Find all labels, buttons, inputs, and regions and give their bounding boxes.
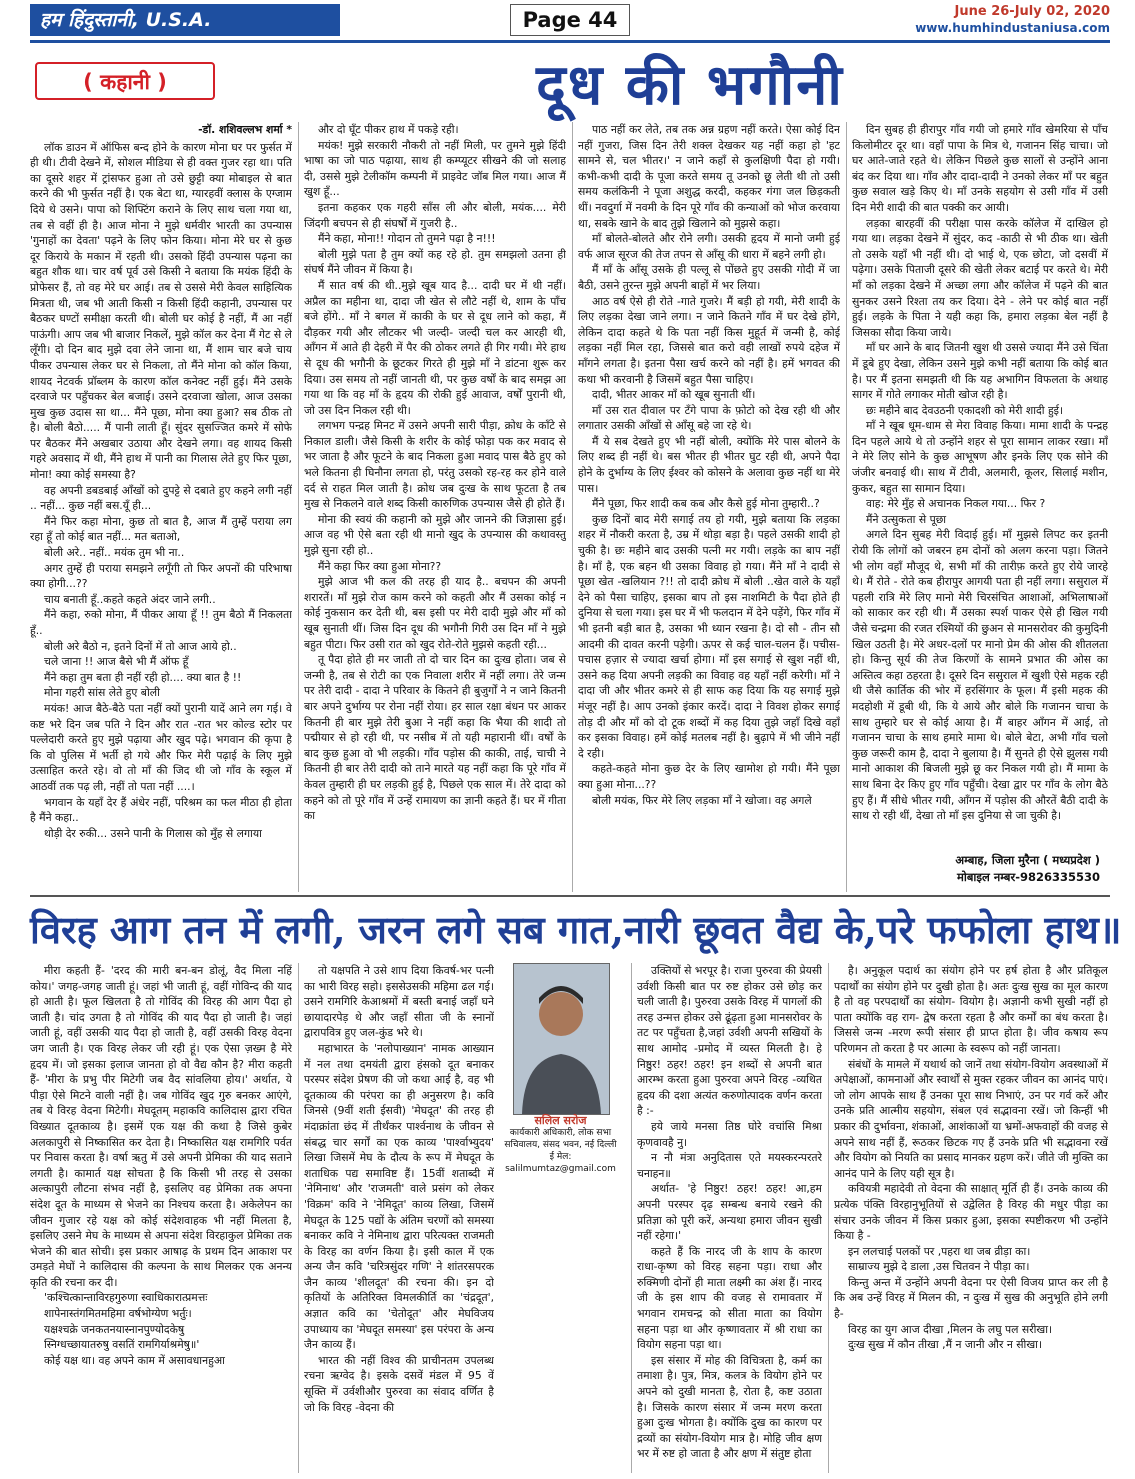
masthead — [0, 0, 1135, 40]
paragraph: मैंने पूछा, फिर शादी कब कब और कैसे हुई मोना तुम्हारी..? — [592, 497, 820, 511]
paragraph: दुःख सुख में कौन तीखा ,मैं न जानी और न सीखा। — [848, 1338, 1043, 1352]
author-mobile: मोबाइल नम्बर-9826335530 — [956, 870, 1100, 884]
paragraph: चाय बनाती हूँ..कहते कहते अंदर जाने लगी.. — [44, 592, 216, 606]
story2-column-3 — [637, 963, 822, 1473]
story2-col1-text — [30, 963, 292, 1368]
author-photo — [513, 963, 610, 1115]
paragraph: मोना की स्वयं की कहानी को मुझे और जानने की जिज्ञासा हुई। आज वह भी ऐसे बता रही थी मानो खुद के उपन्यास की कथावस्तु मुझे सुना रही हो.. — [304, 512, 566, 558]
story1-column-1 — [30, 122, 292, 892]
paragraph: वाह: मेरे मुँह से अचानक निकल गया... फिर ? — [866, 497, 1046, 511]
story1-column-2 — [304, 122, 566, 892]
paragraph: मैं माँ के आँसू उसके ही पल्लू से पोंछते हुए उसकी गोदी में जा बैठी, उसने तुरन्त मुझे अपनी बाहों में भर लिया। — [578, 263, 840, 292]
column-rule — [298, 122, 299, 892]
column-rule — [631, 963, 632, 1473]
caption-name: सलिल सरोज — [534, 1114, 587, 1127]
paragraph: बोली मयंक, फिर मेरे लिए लड़का माँ ने खोजा। वह अगले — [592, 793, 812, 807]
paragraph: इस संसार में मोह की विचित्रता है, कर्म का तमाशा है। पुत्र, मित्र, कलत्र के वियोग होने पर अपने को दुखी मानता है, रोता है, कष्ट उठाता है। जिसके कारण संसार में जन्म मरण करता हुआ दुःख भोगता है। क्योंकि दुख का कारण पर द्रव्यों का संयोग-वियोग मात्र है। मोहि जीव क्षण भर में रुष्ट हो जाता है और क्षण में संतुष्ट होता — [637, 1353, 822, 1461]
paragraph: अगले दिन सुबह मेरी विदाई हुई। माँ मुझसे लिपट कर इतनी रोयी कि लोगों को जबरन हम दोनों को अलग करना पड़ा। जितने भी लोग वहाँ मौजूद थे, सभी माँ की तारीफ़ करते हुए रोये जारहे थे। मैं रोते - रोते कब हीरापुर आगयी पता ही नहीं लगा। ससुराल में पहली रात्रि मेरे लिए मानो मेरी चिरसंचित आशाओं, अभिलाषाओं को साकार कर रही थी। मैं उसका स्पर्श पाकर ऐसे ही खिल गयी जैसे चन्द्रमा की रजत रश्मियों की छुअन से मानसरोवर की कुमुदिनी खिल उठती है। मेरे अधर-दलों पर मानो प्रेम की ओस की शीतलता हो। किन्तु सूर्य की तेज किरणों के सामने प्रभात की ओस का अस्तित्व कहा ठहरता है। दूसरे दिन ससुराल में खुशी ऐसे महक रही थी जैसे कार्तिक की भोर में हरसिंगार के फूल। मैं इसी महक की मदहोशी में डूबी थी, कि ये आये और बोले कि गजानन चाचा के साथ तुम्हारे घर से कोई आया है। मैं बाहर आँगन में आई, तो गजानन चाचा के साथ हमारे मामा थे। बोले बेटा, अभी गाँव चलो कुछ जरूरी काम है, दादा ने बुलाया है। मैं सुनते ही ऐसे झुलस गयी मानो आकाश की बिजली मुझे छू कर निकल गयी हो। मैं मामा के साथ बिना देर किए हुए गाँव पहुँची। देखा द्वार पर गाँव के लोग बैठे हुए हैं। मैं सीधे भीतर गयी, आँगन में पड़ोस की औरतें बैठी दादी के साथ रो रही थीं, देखा तो माँ इस दुनिया से जा चुकी है। — [852, 528, 1108, 823]
issue-date: June 26-July 02, 2020 — [954, 4, 1110, 19]
paragraph: भगवान के यहाँ देर हैं अंधेर नहीं, परिश्रम का फल मीठा ही होता है मैंने कहा.. — [30, 795, 292, 825]
masthead-divider — [30, 40, 1110, 43]
story1-headline: दूध की भगौनी — [536, 52, 844, 118]
page-number: Page 44 — [510, 4, 630, 36]
column-rule — [572, 122, 573, 892]
paragraph: मयंक! आज बैठे-बैठे पता नहीं क्यों पुरानी यादें आने लग गई। वे कष्ट भरे दिन जब पति ने दिन और रात -रात भर कोल्ड स्टोर पर पल्लेदारी करते हुए मुझे पढ़ाया और खुद पढ़े। भगवान की कृपा है कि वो पुलिस में भर्ती हो गये और फिर मेरी पढ़ाई के लिए मुझे उत्साहित करते रहे। वो तो माँ की जिद थी जो गाँव के स्कूल में आठवीं तक पढ़ ली, नहीं तो पता नहीं ....। — [30, 701, 292, 793]
paragraph: मैंने कहा फिर क्या हुआ मोना?? — [318, 559, 442, 573]
paragraph: है। अनुकूल पदार्थ का संयोग होने पर हर्ष होता है और प्रतिकूल पदार्थों का संयोग होने पर दुखी होता है। अतः दुःख सुख का मूल कारण है तो वह परपदार्थों का संयोग- वियोग है। अज्ञानी कभी सुखी नहीं हो पाता क्योंकि वह राग- द्वेष करता रहता है और कर्मों का बंध करता है। जिससे जन्म -मरण रूपी संसार ही प्राप्त होता है। जीव कषाय रूप परिणमन तो करता है पर आत्मा के स्वरूप को नहीं जानता। — [834, 964, 1108, 1055]
paragraph: पाठ नहीं कर लेते, तब तक अन्न ग्रहण नहीं करते। ऐसा कोई दिन नहीं गुजरा, जिस दिन तेरी शक्ल देखकर यह नहीं कहा हो 'हट सामने से, चल भीतर।' न जाने कहाँ से कुलक्षिणी पैदा हो गयी। कभी-कभी दादी के पूजा करते समय तू उनको छू लेती थी तो उसी समय कलंकिनी ने पूजा अशुद्ध करदी, कहकर गंगा जल छिड़कती थीं। नवदुर्गा में नवमी के दिन पूरे गाँव की कन्याओं को भोज करवाया था, सबके खाने के बाद तुझे खिलाने को मुझसे कहा। — [578, 123, 840, 230]
story2-column-4 — [834, 963, 1108, 1473]
story2-col4-text — [834, 963, 1108, 1353]
story1-column-4 — [852, 122, 1108, 850]
paragraph: 'कश्चित्कान्ताविरहगुरुणा स्वाधिकारात्प्रमत्तः — [44, 1291, 208, 1305]
author-location: अम्बाह, जिला मुरैना ( मध्यप्रदेश ) — [955, 853, 1100, 867]
paragraph: माँ घर आने के बाद जितनी खुश थी उससे ज्यादा मैंने उसे चिंता में डूबे हुए देखा, लेकिन उसने मुझे कभी नहीं बताया कि कोई बात है। पर मैं इतना समझती थी कि यह अभागिन विफलता के अथाह सागर में गोते लगाकर मोती खोज रही है। — [852, 341, 1108, 402]
paragraph: मैंने फिर कहा मोना, कुछ तो बात है, आज मैं तुम्हें पराया लग रहा हूँ तो कोई बात नहीं... मत बताओ, — [30, 514, 292, 544]
story1-col3-text — [578, 122, 840, 808]
paragraph: कुछ दिनों बाद मेरी सगाई तय हो गयी, मुझे बताया कि लड़का शहर में नौकरी करता है, उम्र में थोड़ा बड़ा है। पहले उसकी शादी हो चुकी है। छः महीने बाद उसकी पत्नी मर गयी। लड़के का बाप नहीं है। माँ है, एक बहन थी उसका विवाह हो गया। मैंने माँ ने दादी से पूछा खेत -खलियान ?!! तो दादी क्रोध में बोली ..खेत वाले के यहाँ देने को पैसा चाहिए, इसका बाप तो इस नाशमिटी के पैदा होते ही दुनिया से चला गया। इस घर में भी फलदान में देने पड़ेंगे, फिर गाँव में भी इतनी बड़ी बात है, उसका भी ध्यान रखना है। दो सौ - तीन सौ आदमी की दावत करनी पड़ेगी। ऊपर से कई चाल-चलन हैं। पचीस-पचास हज़ार से ज्यादा खर्चा होगा। माँ इस सगाई से खुश नहीं थी, उसने कह दिया अपनी लड़की का विवाह वह यहाँ नहीं करेगी। माँ ने दादा जी और भीतर कमरे से ही साफ कह दिया कि यह सगाई मुझे मंजूर नहीं है। आप उनको इंकार करदें। दादा ने विवश होकर सगाई तोड़ दी और माँ को दो टूक शब्दों में कह दिया तुझे जहाँ दिखे वहाँ कर इसका विवाह। हमें कोई मतलब नहीं है। बुढ़ापे में भी जीने नहीं दे रही। — [578, 512, 840, 760]
paragraph: मोना गहरी सांस लेते हुए बोली — [44, 686, 160, 700]
paragraph: मीरा कहती हैं- 'दरद की मारी बन-बन डोलूं, वैद मिला नहिं कोय।' जगह-जगह जाती हूं। जहां भी जाती हूं, वहीं गोविन्द की याद हो आती है। फूल खिलता है तो गोविंद की विरह की आग पैदा हो जाती है। चांद उगता है तो गोविंद की याद पैदा हो जाती है। जहां जाती हूं, वहीं उसकी याद पैदा हो जाती है, वहीं उसकी विरह वेदना जग जाती है। एक विरह लेकर जी रही हूं। एक ऐसा ज़ख्म है मेरे हृदय में। जो इसका इलाज जानता हो वो वैद्य कौन है? मीरा कहती हैं- 'मीरा के प्रभु पीर मिटेगी जब वैद सांवलिया होय।' अर्थात, ये पीड़ा ऐसे मिटने वाली नहीं है। जब गोविंद खुद गुरु बनकर आएंगे, तब ये विरह वेदना मिटेगी। मेघदूतम् महाकवि कालिदास द्वारा रचित विख्यात दूतकाव्य है। इसमें एक यक्ष की कथा है जिसे कुबेर अलकापुरी से निष्कासित कर देता है। निष्कासित यक्ष रामगिरि पर्वत पर निवास करता है। वर्षा ऋतु में उसे अपनी प्रेमिका की याद सताने लगती है। कामार्त यक्ष सोचता है कि किसी भी तरह से उसका अल्कापुरी लौटना संभव नहीं है, इसलिए वह प्रेमिका तक अपना संदेश दूत के माध्यम से भेजने का निश्चय करता है। अकेलेपन का जीवन गुजार रहे यक्ष को कोई संदेशवाहक भी नहीं मिलता है, इसलिए उसने मेघ के माध्यम से अपना संदेश विरहाकुल प्रेमिका तक भेजने की बात सोची। इस प्रकार आषाढ़ के प्रथम दिन आकाश पर उमड़ते मेघों ने कालिदास की कल्पना के साथ मिलकर एक अनन्य कृति की रचना कर दी। — [30, 964, 292, 1289]
paragraph: मयंक! मुझे सरकारी नौकरी तो नहीं मिली, पर तुमने मुझे हिंदी भाषा का जो पाठ पढ़ाया, साथ ही कम्प्यूटर सीखने की जो सलाह दी, उससे मुझे टेलीकॉम कम्पनी में प्राइवेट जॉब मिल गया। आज मैं खुश हूँ... — [304, 138, 566, 199]
paragraph: आठ वर्ष ऐसे ही रोते -गाते गुजरे। मैं बड़ी हो गयी, मेरी शादी के लिए लड़का देखा जाने लगा। न जाने कितने गाँव में घर देखे होंगे, लेकिन दादा कहते थे कि पता नहीं किस मुहूर्त में जन्मी है, कोई लड़का नहीं मिल रहा, जिससे बात करो वही लाखों रुपये दहेज में माँगने लगता है। इतना पैसा खर्च करने को नहीं है। हमें भगवत की कथा भी करवानी है जिसमें बहुत पैसा चाहिए। — [578, 294, 840, 386]
paragraph: संबंधों के मामले में यथार्थ को जानें तथा संयोग-वियोग अवस्थाओं में अपेक्षाओं, कामनाओं और स्वार्थों से मुक्त रहकर जीवन का आनंद पाएं। जो लोग आपके साथ हैं उनका पूरा साथ निभाएं, उन पर गर्व करें और उनके प्रति आत्मीय सहयोग, संबल एवं सद्भावना रखें। जो किन्हीं भी प्रकार की दुर्भावना, शंकाओं, आशंकाओं या भ्रमों-अफवाहों की वजह से अपने साथ नहीं हैं, रूठकर छिटक गए हैं उनके प्रति भी सद्भावना रखें और वियोग को नियति का प्रसाद मानकर ग्रहण करें। जीते जी मुक्ति का आनंद पाने के लिए यही सूत्र है। — [834, 1057, 1108, 1180]
photo-caption — [498, 1115, 623, 1175]
paragraph: दिन सुबह ही हीरापुर गाँव गयी जो हमारे गाँव खेमरिया से पाँच किलोमीटर दूर था। वहाँ पापा के मित्र थे, गजानन सिंह चाचा। जो घर आते-जाते रहते थे। लेकिन पिछले कुछ सालों से उन्होंने आना बंद कर दिया था। गाँव और दादा-दादी ने उनको लेकर माँ पर बहुत कुछ सवाल खड़े किए थे। माँ उनके सहयोग से उसी गाँव में उसी दिन मेरी शादी की बात पक्की कर आयी। — [852, 123, 1108, 214]
paragraph: मैं सात वर्ष की थी..मुझे खूब याद है... दादी घर में थी नहीं। अप्रैल का महीना था, दादा जी खेत से लौटे नहीं थे, शाम के पाँच बजे होंगे.. माँ ने बगल में काकी के घर से दूध लाने को कहा, मैं दौड़कर गयी और लौटकर भी जल्दी- जल्दी चल कर आरही थी, आँगन में आते ही देहरी में पैर की ठोकर लगते ही गिर गयी। मेरे हाथ से दूध की भगौनी के छूटकर गिरते ही मुझे माँ ने डांटना शुरू कर दिया। उस समय तो नहीं जानती थी, पर कुछ वर्षों के बाद समझ आ गया था कि वह माँ के हृदय की रोकी हुई आवाज, वर्षों पुरानी थी, जो उस दिन निकल रही थी। — [304, 278, 566, 417]
paragraph: और दो घूँट पीकर हाथ में पकड़े रही। — [318, 123, 459, 136]
paragraph: लड़का बारहवीं की परीक्षा पास करके कॉलेज में दाखिल हो गया था। लड़का देखने में सुंदर, कद -काठी से भी ठीक था। खेती तो उसके यहाँ भी नहीं थी। दो भाई थे, एक छोटा, जो दसवीं में पढ़ेगा। उसके पिताजी दूसरे की खेती लेकर बटाई पर करते थे। मेरी माँ को लड़का देखने में अच्छा लगा और कॉलेज में पढ़ने की बात सुनकर उसने रिश्ता तय कर दिया। देने - लेने पर कोई बात नहीं हुई। लड़के के पिता ने यही कहा कि, हमारा लड़का बेल नहीं है जिसका सौदा किया जाये। — [852, 216, 1108, 339]
column-rule — [828, 963, 829, 1473]
paragraph: तो यक्षपति ने उसे शाप दिया किवर्ष-भर पत्नी का भारी विरह सहो। इससेउसकी महिमा ढल गई। उसने रामगिरि केआश्रमों में बस्ती बनाई जहाँ घने छायादारपेड़ थे और जहाँ सीता जी के स्नानों द्वारापवित्र हुए जल-कुंड भरे थे। — [304, 964, 494, 1040]
column-rule — [846, 122, 847, 892]
story1-column-3 — [578, 122, 840, 892]
paragraph: थोड़ी देर रुकी... उसने पानी के गिलास को मुँह से लगाया — [44, 826, 262, 840]
story-divider — [30, 895, 1110, 897]
story1-col2-text — [304, 122, 566, 824]
story1-col1-text — [30, 140, 292, 842]
paragraph: मैंने कहा, रुको मोना, मैं पीकर आया हूँ !! तुम बैठो मैं निकलता हूँ.. — [30, 608, 292, 637]
paragraph: महाभारत के 'नलोपाख्यान' नामक आख्यान में नल तथा दमयंती द्वारा हंसको दूत बनाकर परस्पर संदेश प्रेषण की जो कथा आई है, वह भी दूतकाव्य की परंपरा का ही अनुसरण है। कवि जिनसे (9वीं शती ईसवी) 'मेघदूत' की तरह ही मंदाक्रांता छंद में तीर्थंकर पार्श्वनाथ के जीवन से संबद्ध चार सर्गों का एक काव्य 'पार्श्वाभ्युदय' लिखा जिसमें मेघ के दौत्य के रूप में मेघदूत के शताधिक पद्य समाविष्ट हैं। 15वीं शताब्दी में 'नेमिनाथ' और 'राजमती' वाले प्रसंग को लेकर 'विक्रम' कवि ने 'नेमिदूत' काव्य लिखा, जिसमें मेघदूत के 125 पद्यों के अंतिम चरणों को समस्या बनाकर कवि ने नेमिनाथ द्वारा परित्यक्त राजमती के विरह का वर्णन किया है। इसी काल में एक अन्य जैन कवि 'चरित्रसुंदर गणि' ने शांतरसपरक जैन काव्य 'शीलदूत' की रचना की। इन दो कृतियों के अतिरिक्त विमलकीर्ति का 'चंद्रदूत', अज्ञात कवि का 'चेतोदूत' और मेघविजय उपाध्याय का 'मेघदूत समस्या' इस परंपरा के अन्य जैन काव्य हैं। — [304, 1041, 494, 1352]
caption-line-1: कार्यकारी अधिकारी, लोक सभा — [509, 1128, 612, 1138]
paragraph: तू पैदा होते ही मर जाती तो दो चार दिन का दुःख होता। जब से जन्मी है, तब से रोटी का एक निवाला शरीर में नहीं लगा। तेरे जन्म पर तेरी दादी - दादा ने परिवार के कितने ही बुजुर्गों ने न जाने कितनी बार अपने दुर्भाग्य पर रोना नहीं रोया। हर साल रक्षा बंधन पर आकर कितनी ही बार मुझे तेरी बुआ ने नहीं कहा कि भैया की शादी तो पद्मीयार से हो रही थी, पर नसीब में तो यही महारानी थीं। वर्षों के बाद कुछ हुआ वो भी लड़की। गाँव पड़ोस की काकी, ताई, चाची ने कितनी ही बार तेरी दादी को ताने मारते यह नहीं कहा कि पूरे गाँव में केवल तुम्हारी ही घर लड़की हुई है, पिछले एक साल में। तेरे दादा को कहने को तो पूरे गाँव में उन्हें रामायण का ज्ञानी कहते हैं। घर में गीता का — [304, 653, 566, 823]
byline: -डॉ. शशिवल्लभ शर्मा * — [198, 123, 292, 136]
person-icon — [514, 964, 609, 1114]
story2-headline: विरह आग तन में लगी, जरन लगे सब गात,नारी छूवत वैद्य के,परे फफोला हाथ॥ — [30, 907, 1122, 952]
paragraph: लगभग पन्द्रह मिनट में उसने अपनी सारी पीड़ा, क्रोध के काँटे से निकाल डाली। जैसे किसी के शरीर के कोई फोड़ा पक कर मवाद से भर जाता है और फूटने के बाद निकला हुआ मवाद पास बैठे हुए को भले कितना ही घिनौना लगता हो, परंतु उसको रह-रह कर होने वाले दर्द से राहत मिल जाती है। क्रोध जब दुःख के साथ फूटता है तब मुख से निकलने वाले शब्द किसी कारुणिक उपन्यास जैसे ही होते हैं। — [304, 419, 566, 511]
paragraph: उक्तियों से भरपूर है। राजा पुरुरवा की प्रेयसी उर्वशी किसी बात पर रुष्ट होकर उसे छोड़ कर चली जाती है। पुरुरवा उसके विरह में पागलों की तरह उन्मत्त होकर उसे ढूंढ़ता हुआ मानसरोवर के तट पर पहुँचता है,जहां उर्वशी अपनी सखियों के साथ आमोद -प्रमोद में व्यस्त मिलती है। हे निष्ठुर! ठहर! ठहर! इन शब्दों से अपनी बात आरम्भ करता हुआ पुरुरवा अपने विरह -व्यथित हृदय की दशा अत्यंत करुणोत्पादक वर्णन करता है :- — [637, 964, 822, 1118]
paragraph: अर्थात- 'हे निष्ठुर! ठहर! ठहर! आ,हम अपनी परस्पर दृढ़ सम्बन्ध बनाये रखने की प्रतिज्ञा को पूरी करें, अन्यथा हमारा जीवन सुखी नहीं रहेगा।' — [637, 1182, 822, 1243]
paragraph: लॉक डाउन में ऑफिस बन्द होने के कारण मोना घर पर फुर्सत में ही थी। टीवी देखने में, सोशल मीडिया से ही वक्त गुजर रहा था। पति का दूसरे शहर में ट्रांसफर हुआ तो उसे छुट्टी क्या मोबाइल से बात करने की भी फुर्सत नहीं है। एक बेटा था, ग्यारहवीं क्लास के एग्जाम दिये थे उसने। पापा को शिफ्टिंग कराने के लिए साथ चला गया था, तब से वहीं ही है। आज मोना ने मुझे धर्मवीर भारती का उपन्यास 'गुनाहों का देवता' पढ़ने के लिए फोन किया। मोना मेरे घर से कुछ दूर किराये के मकान में रहती थी। उसको हिंदी उपन्यास पढ़ना का बहुत शौक था। चार वर्ष पूर्व उसे किसी ने बताया कि मयंक हिंदी के प्रोफेसर हैं, तो वह मेरे घर आई। तब से उससे मेरी केवल साहित्यिक मित्रता थी, जब भी आती किसी न किसी हिंदी कहानी, उपन्यास पर बैठकर घण्टों समीक्षा करती थी। बोली घर कोई है नहीं, मैं आ नहीं पाऊंगी। आप जब भी बाजार निकलें, मुझे कॉल कर देना मैं गेट से ले लूँगी। दो दिन बाद मुझे दवा लेने जाना था, मैं शाम चार बजे चाय पीकर उपन्यास लेकर घर से निकला, तो मैंने मोना को कॉल किया, शायद नेटवर्क प्रॉब्लम के कारण कॉल कनेक्ट नहीं हुई। मैंने उसके दरवाजे पर पहुँचकर बेल बजाई। उसने दरवाजा खोला, आज उसका मुख कुछ उदास सा था... मैंने पूछा, मोना क्या हुआ? सब ठीक तो है। बोली बैठो..... मैं पानी लाती हूँ। सुंदर सुसज्जित कमरे में सोफे पर बैठकर मैंने अखबार उठाया और देखने लगा। वह शायद किसी गहरे अवसाद में थी, मैंने हाथ में पानी का गिलास लेते हुए फिर पूछा, मोना! क्या कोई समस्या है? — [30, 140, 292, 482]
paragraph: मैंने उत्सुकता से पूछा — [866, 512, 947, 526]
paragraph: मुझे आज भी कल की तरह ही याद है.. बचपन की अपनी शरारतें। माँ मुझे रोज काम करने को कहती और मैं उसका कोई न कोई नुकसान कर देती थी, बस इसी पर मेरी दादी मुझे और माँ को खूब सुनाती थीं। जिस दिन दूध की भगौनी गिरी उस दिन माँ ने मुझे बहुत पीटा। फिर उसी रात को खुद रोते-रोते मुझसे कहती रही... — [304, 575, 566, 651]
paragraph: दादी, भीतर आकर माँ को खूब सुनाती थीं। — [592, 388, 756, 402]
paragraph: बोली अरे.. नहीं.. मयंक तुम भी ना.. — [44, 546, 185, 560]
paragraph: हये जाये मनसा तिष्ठ घोरे वचांसि मिश्रा कृणवावहै नु। — [637, 1119, 822, 1149]
paragraph: छः महीने बाद देवउठनी एकादशी को मेरी शादी हुई। — [866, 403, 1064, 417]
story1-col4-text — [852, 122, 1108, 824]
paper-name: हम हिंदुस्तानी, U.S.A. — [30, 4, 340, 36]
paragraph: बोली अरे बैठो न, इतने दिनों में तो आज आये हो.. — [44, 639, 237, 653]
story2-col2-text — [304, 963, 494, 1415]
paragraph: कवियत्री महादेवी तो वेदना की साक्षात् मूर्ति ही हैं। उनके काव्य की प्रत्येक पंक्ति विरहानुभूतियों से उद्वेलित है विरह की मधुर पीड़ा का संचार उनके जीवन में किस प्रकार हुआ, इसका स्पष्टीकरण भी उन्होंने किया है - — [834, 1182, 1108, 1243]
paragraph: शापेनास्तंगमितमहिमा वर्षभोग्येण भर्तुः। — [44, 1307, 192, 1321]
paragraph: कोई यक्ष था। वह अपने काम में असावधानहुआ — [44, 1353, 225, 1367]
paragraph: माँ बोलते-बोलते और रोने लगी। उसकी हृदय में मानो जमी हुई वर्फ आज सूरज की तेज तपन से आँसू की धारा में बहने लगी हो। — [578, 232, 840, 261]
paragraph: इन ललचाई पलकों पर ,पहरा था जब व्रीड़ा का। — [848, 1244, 1031, 1258]
paragraph: कहते हैं कि नारद जी के शाप के कारण राधा-कृष्ण को विरह सहना पड़ा। राधा और रुक्मिणी दोनों ही माता लक्ष्मी का अंश हैं। नारद जी के इस शाप की वजह से रामावतार में भगवान रामचन्द्र को सीता माता का वियोग सहना पड़ा था और कृष्णावतार में श्री राधा का वियोग सहना पड़ा था। — [637, 1244, 822, 1352]
paragraph: चले जाना !! आज बैसे भी मैं ऑफ हूँ — [44, 655, 189, 669]
story2-column-2-upper — [304, 963, 494, 1473]
paragraph: मैं ये सब देखते हुए भी नहीं बोली, क्योंकि मेरे पास बोलने के लिए शब्द ही नहीं थे। बस भीतर ही भीतर घुट रही थी, अपने पैदा होने के दुर्भाग्य के लिए ईश्वर को कोसने के अलावा कुछ नहीं था मेरे पास। — [578, 434, 840, 495]
paragraph: मैंने कहा, मोना!! गोदान तो तुमने पढ़ा है न!!! — [318, 232, 496, 246]
paragraph: इतना कहकर एक गहरी साँस ली और बोली, मयंक.... मेरी जिंदगी बचपन से ही संघर्षों में गुजरी है.. — [304, 200, 566, 230]
paragraph: माँ ने खूब धूम-धाम से मेरा विवाह किया। मामा शादी के पन्द्रह दिन पहले आये थे तो उन्होंने शहर से पूरा सामान लाकर रखा। माँ ने मेरे लिए सोने के कुछ आभूषण और इनके लिए एक सोने की जंजीर बनवाई थी। साथ में टीवी, अलमारी, कूलर, सिलाई मशीन, कुकर, बहुत सा सामान दिया। — [852, 419, 1108, 495]
story2-col3-text — [637, 963, 822, 1462]
paragraph: किन्तु अन्त में उन्होंने अपनी वेदना पर ऐसी विजय प्राप्त कर ली है कि अब उन्हें विरह में मिलन की, न दुःख में सुख की अनुभूति होने लगी है- — [834, 1275, 1108, 1321]
paragraph: साम्राज्य मुझे दे डाला ,उस चितवन ने पीड़ा का। — [848, 1260, 1030, 1274]
paragraph: वह अपनी डबडबाई आँखों को दुपट्टे से दबाते हुए कहने लगी नहीं .. नहीं... कुछ नहीं बस.यूँ ही... — [30, 483, 292, 513]
paragraph: मैंने कहा तुम बता ही नहीं रही हो.... क्या बात है !! — [44, 670, 242, 684]
paragraph: कहते-कहते मोना कुछ देर के लिए खामोश हो गयी। मैंने पूछा क्या हुआ मोना...?? — [578, 762, 840, 791]
paragraph: अगर तुम्हें ही पराया समझने लगूँगी तो फिर अपनों की परिभाषा क्या होगी...?? — [30, 561, 292, 591]
paragraph: विरह का युग आज दीखा ,मिलन के लघु पल सरीखा। — [848, 1322, 1053, 1336]
paragraph: बोली मुझे पता है तुम क्यों कह रहे हो. तुम समझलो उतना ही संघर्ष मैंने जीवन में किया है। — [304, 247, 566, 277]
paragraph: न नौ मंत्रा अनुदितास एते मयस्करन्परतरे चनाहन॥ — [637, 1151, 822, 1180]
section-label: ( कहानी ) — [35, 62, 215, 100]
paragraph: स्निग्धच्छायातरुषु वसतिं रामगिर्याश्रमेषु॥' — [44, 1338, 200, 1352]
column-rule — [298, 963, 299, 1473]
paragraph: माँ उस रात दीवाल पर टँगे पापा के फ़ोटो को देख रही थी और लगातार उसकी आँखों से आँसू बहे जा रहे थे। — [578, 403, 840, 433]
paragraph: यक्षश्चक्रे जनकतनयास्नानपुण्योदकेषु — [44, 1322, 185, 1336]
website-link[interactable]: www.humhindustaniusa.com — [915, 21, 1110, 35]
caption-email[interactable]: ई मेल: salilmumtaz@gmail.com — [505, 1152, 616, 1174]
paragraph: भारत की नहीं विश्व की प्राचीनतम उपलब्ध रचना ऋग्वेद है। इसके दसवें मंडल में 95 वें सूक्ति में उर्वशीऔर पुरुरवा का संवाद वर्णित है जो कि विरह -वेदना की — [304, 1353, 494, 1414]
caption-line-2: सचिवालय, संसद भवन, नई दिल्ली — [504, 1140, 617, 1150]
story2-column-1 — [30, 963, 292, 1473]
